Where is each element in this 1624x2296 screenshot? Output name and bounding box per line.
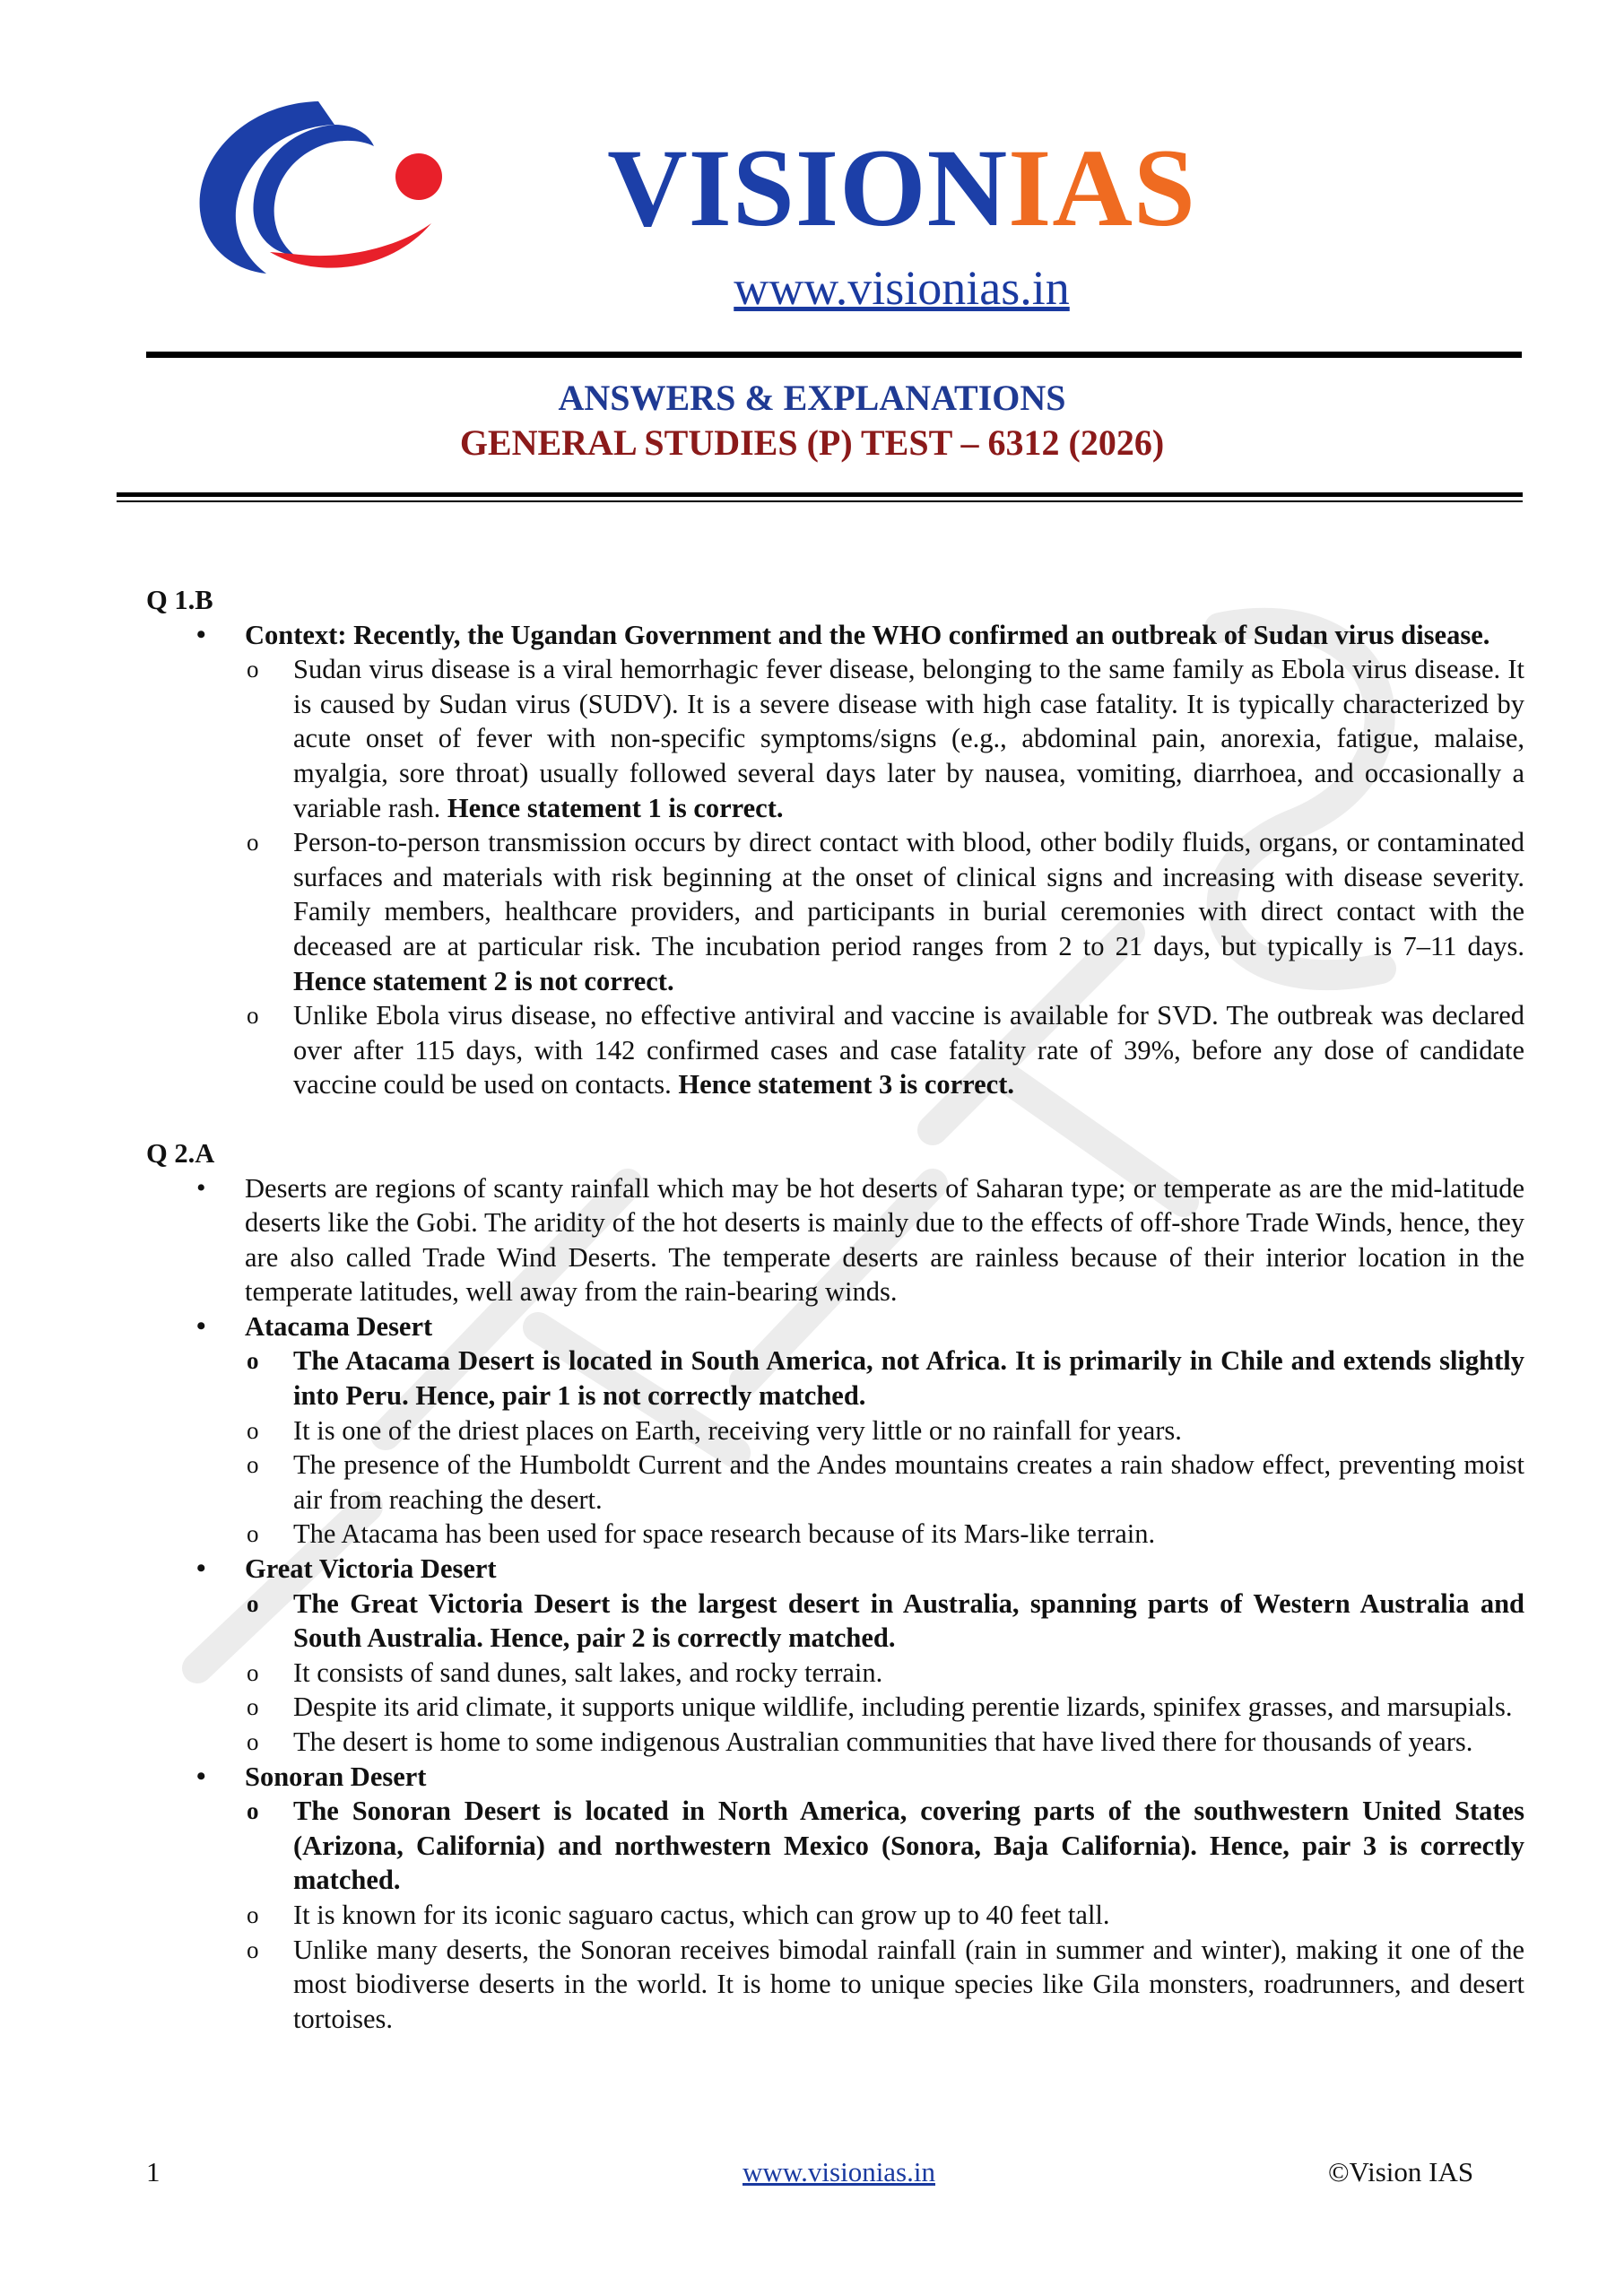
sonoran-point-1: o The Sonoran Desert is located in North America, covering parts of the southwestern United States (Arizona, California) and northwestern Mexico (Sonora, Baja California). Hence, pair 3 is correctly matched.: [146, 1794, 1524, 1898]
q1-point-3-text: Unlike Ebola virus disease, no effective antiviral and vaccine is available for SVD. The outbreak was declared over after 115 days, with 142 confirmed cases and case fatality rate of 39%, before any dose of candidate vaccine could be used on contacts.: [293, 1000, 1524, 1100]
title-divider-thin: [117, 500, 1523, 502]
q1-point-2: [146, 825, 1524, 998]
q1-context: • Context: Recently, the Ugandan Government and the WHO confirmed an outbreak of Sudan virus disease.: [146, 618, 1524, 653]
q1-point-3-conclusion: Hence statement 3 is correct.: [678, 1069, 1014, 1100]
answers-content: [146, 583, 1524, 2036]
doc-title: ANSWERS & EXPLANATIONS: [558, 378, 1066, 418]
doc-subtitle: GENERAL STUDIES (P) TEST – 6312 (2026): [459, 422, 1165, 463]
atacama-point-4: o The Atacama has been used for space research because of its Mars-like terrain.: [146, 1517, 1524, 1552]
header-divider: [146, 352, 1522, 358]
q1-point-1-text: Sudan virus disease is a viral hemorrhagic fever disease, belonging to the same family as Ebola virus disease. It is caused by Sudan virus (SUDV). It is a severe disease with high case fatality. It is typically characterized by acute onset of fever with non-specific symptoms/signs (e.g., abdominal pain, anorexia, fatigue, malaise, myalgia, sore throat) usually followed several days later by nausea, vomiting, diarrhoea, and occasionally a variable rash.: [293, 654, 1524, 823]
atacama-heading: • Atacama Desert: [146, 1309, 1524, 1344]
q1-point-1: [146, 652, 1524, 825]
victoria-heading: • Great Victoria Desert: [146, 1552, 1524, 1587]
footer-copyright: ©Vision IAS: [1328, 2156, 1474, 2187]
q1-point-2-conclusion: Hence statement 2 is not correct.: [293, 965, 674, 996]
q2-intro: • Deserts are regions of scanty rainfall which may be hot deserts of Saharan type; or temperate as are the mid-latitude deserts like the Gobi. The aridity of the hot deserts is mainly due to the effects of off-shore Trade Winds, hence, they are also called Trade Wind Deserts. The temperate deserts are rainless because of their interior location in the temperate latitudes, well away from the rain-bearing winds.: [146, 1171, 1524, 1309]
q1-point-3: [146, 998, 1524, 1102]
atacama-point-1: o The Atacama Desert is located in South America, not Africa. It is primarily in Chile and extends slightly into Peru. Hence, pair 1 is not correctly matched.: [146, 1344, 1524, 1413]
sonoran-point-2: o It is known for its iconic saguaro cactus, which can grow up to 40 feet tall.: [146, 1898, 1524, 1933]
header-website-link[interactable]: www.visionias.in: [734, 261, 1070, 315]
question-label-q2: Q 2.A: [146, 1137, 215, 1169]
sonoran-point-3: o Unlike many deserts, the Sonoran receives bimodal rainfall (rain in summer and winter), making it one of the most biodiverse deserts in the world. It is home to unique species like Gila monsters, roadrunners, and desert tortoises.: [146, 1933, 1524, 2037]
sonoran-heading: • Sonoran Desert: [146, 1760, 1524, 1795]
brand-name: [0, 126, 1624, 249]
victoria-point-1: o The Great Victoria Desert is the largest desert in Australia, spanning parts of Western Australia and South Australia. Hence, pair 2 is correctly matched.: [146, 1587, 1524, 1656]
footer-website-link[interactable]: www.visionias.in: [743, 2156, 935, 2187]
q1-point-1-conclusion: Hence statement 1 is correct.: [447, 792, 784, 823]
title-divider-thick: [117, 492, 1523, 497]
atacama-point-3: o The presence of the Humboldt Current and the Andes mountains creates a rain shadow effect, preventing moist air from reaching the desert.: [146, 1448, 1524, 1517]
q1-point-2-text: Person-to-person transmission occurs by direct contact with blood, other bodily fluids, organs, or contaminated surfaces and materials with risk beginning at the onset of clinical signs and increasing with disease severity. Family members, healthcare providers, and participants in burial ceremonies with direct contact with the deceased are at particular risk. The incubation period ranges from 2 to 21 days, but typically is 7–11 days.: [293, 827, 1524, 961]
question-label-q1: Q 1.B: [146, 585, 213, 615]
page-number: 1: [146, 2156, 161, 2187]
victoria-point-4: o The desert is home to some indigenous Australian communities that have lived there for thousands of years.: [146, 1725, 1524, 1760]
brand-part-ias: IAS: [1008, 126, 1196, 249]
atacama-point-2: o It is one of the driest places on Earth, receiving very little or no rainfall for years.: [146, 1413, 1524, 1448]
victoria-point-3: o Despite its arid climate, it supports unique wildlife, including perentie lizards, spinifex grasses, and marsupials.: [146, 1690, 1524, 1725]
brand-part-vision: VISION: [607, 126, 1009, 249]
victoria-point-2: o It consists of sand dunes, salt lakes, and rocky terrain.: [146, 1656, 1524, 1691]
